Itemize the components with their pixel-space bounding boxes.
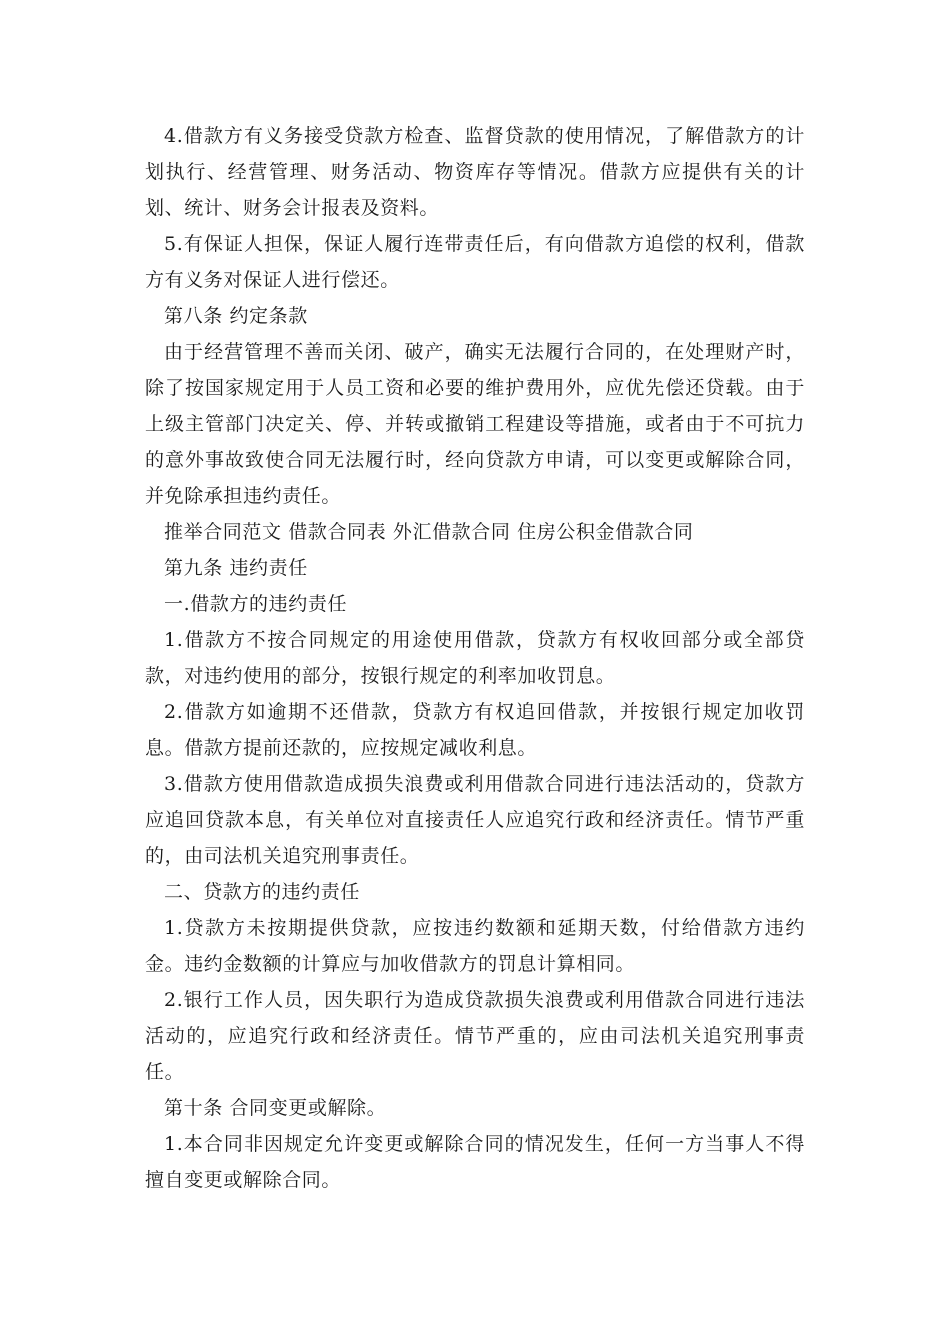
related-contracts-line: 推举合同范文 借款合同表 外汇借款合同 住房公积金借款合同: [164, 521, 694, 543]
borrower-liability-heading: 一.借款方的违约责任: [164, 593, 348, 615]
lender-liability-item-1: 1.贷款方未按期提供贷款，应按违约数额和延期天数，付给借款方违约金。违约金数额的计算应与加收借款方的罚息计算相同。: [145, 917, 805, 975]
clause-8-heading: 第八条 约定条款: [164, 305, 308, 327]
clause-10-heading: 第十条 合同变更或解除。: [164, 1097, 387, 1119]
lender-liability-heading: 二、贷款方的违约责任: [164, 881, 361, 903]
borrower-liability-item-2: 2.借款方如逾期不还借款，贷款方有权追回借款，并按银行规定加收罚息。借款方提前还款的，应按规定减收利息。: [145, 701, 805, 759]
clause-9-heading: 第九条 违约责任: [164, 557, 308, 579]
clause-10-item-1: 1.本合同非因规定允许变更或解除合同的情况发生，任何一方当事人不得擅自变更或解除合同。: [145, 1133, 805, 1191]
clause-7-item-5: 5.有保证人担保，保证人履行连带责任后，有向借款方追偿的权利，借款方有义务对保证人进行偿还。: [145, 233, 805, 291]
clause-7-item-4: 4.借款方有义务接受贷款方检查、监督贷款的使用情况，了解借款方的计划执行、经营管理、财务活动、物资库存等情况。借款方应提供有关的计划、统计、财务会计报表及资料。: [145, 125, 805, 219]
borrower-liability-item-1: 1.借款方不按合同规定的用途使用借款，贷款方有权收回部分或全部贷款，对违约使用的部分，按银行规定的利率加收罚息。: [145, 629, 805, 687]
clause-8-body: 由于经营管理不善而关闭、破产，确实无法履行合同的，在处理财产时，除了按国家规定用于人员工资和必要的维护费用外，应优先偿还贷载。由于上级主管部门决定关、停、并转或撤销工程建设等措施，或者由于不可抗力的意外事故致使合同无法履行时，经向贷款方申请，可以变更或解除合同，并免除承担违约责任。: [145, 341, 805, 507]
borrower-liability-item-3: 3.借款方使用借款造成损失浪费或利用借款合同进行违法活动的，贷款方应追回贷款本息，有关单位对直接责任人应追究行政和经济责任。情节严重的，由司法机关追究刑事责任。: [145, 773, 805, 867]
lender-liability-item-2: 2.银行工作人员，因失职行为造成贷款损失浪费或利用借款合同进行违法活动的，应追究行政和经济责任。情节严重的，应由司法机关追究刑事责任。: [145, 989, 805, 1083]
document-body: [145, 118, 805, 1198]
